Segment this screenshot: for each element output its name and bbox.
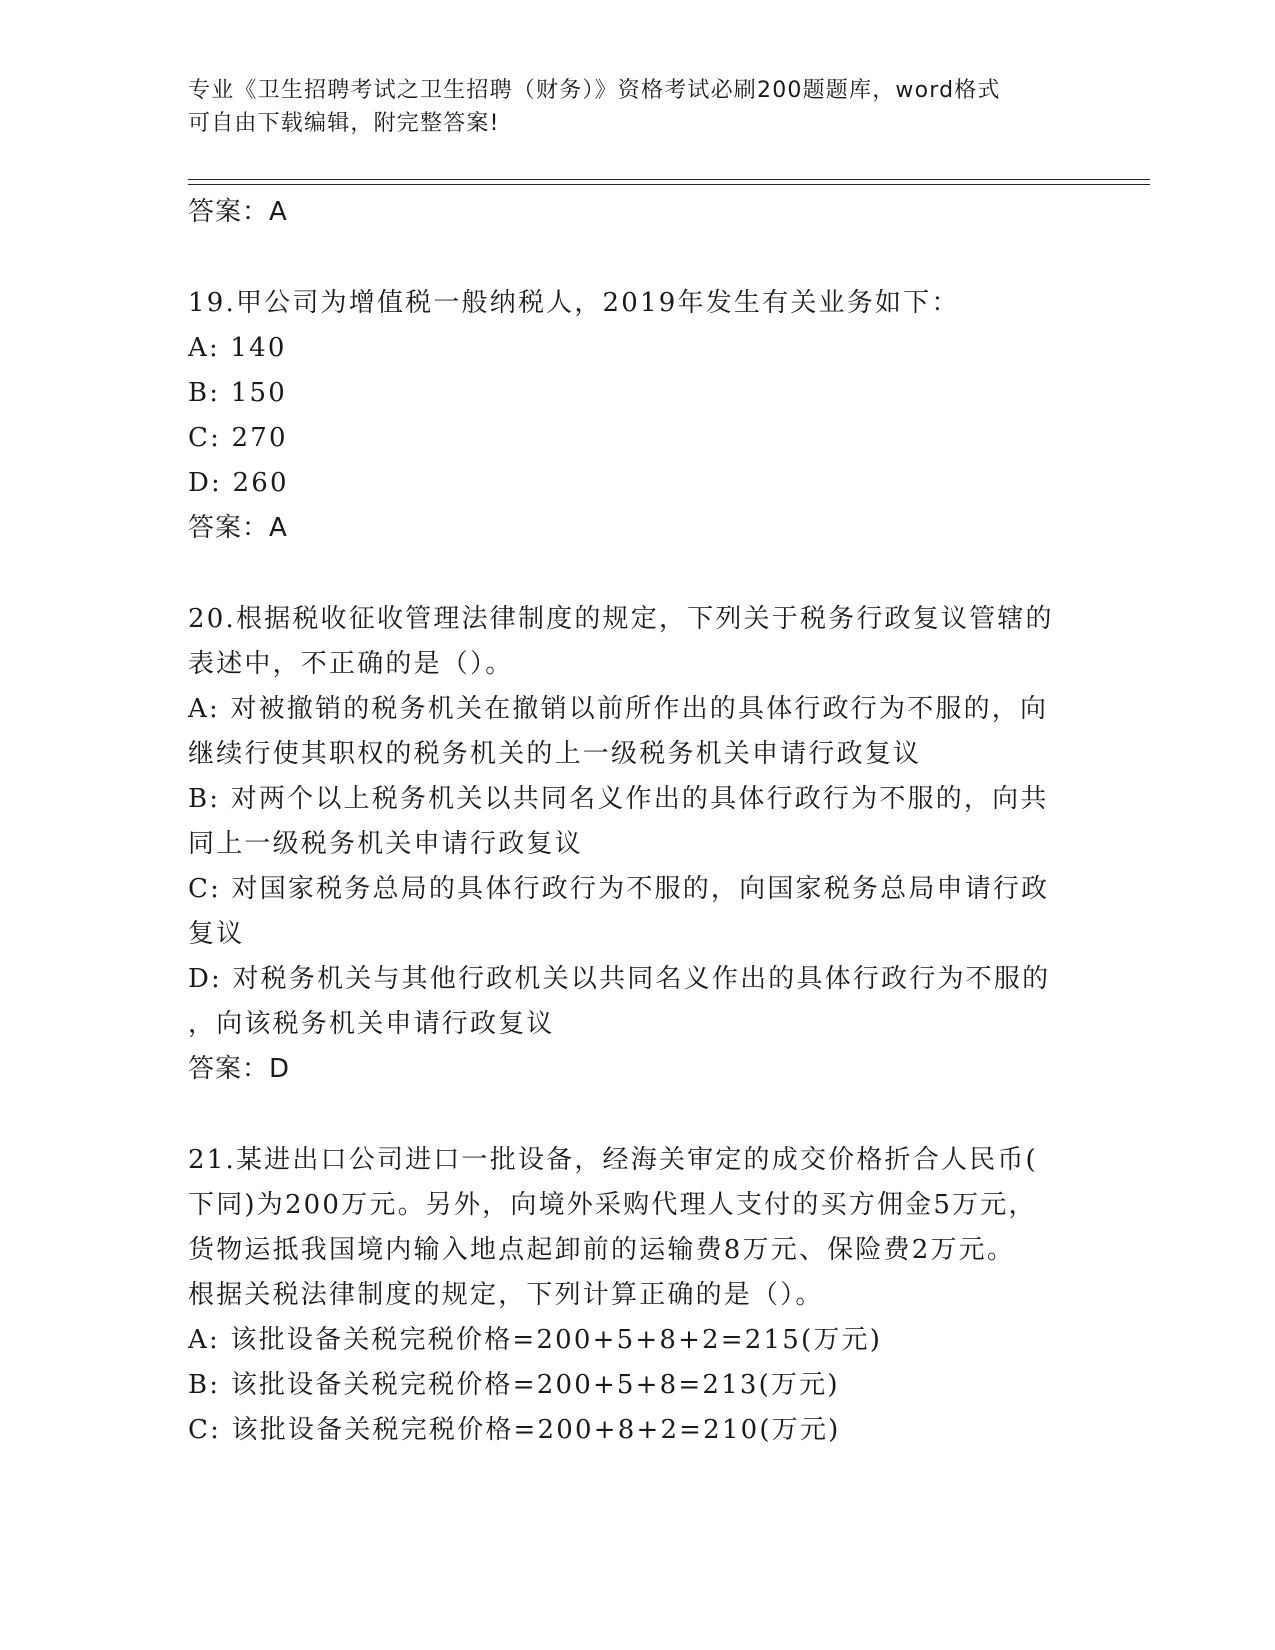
document-body (188, 190, 1078, 1453)
header-rule-bottom (188, 184, 1150, 185)
answer-previous: 答案：A (188, 197, 288, 227)
option-b-line-1: B: 对两个以上税务机关以共同名义作出的具体行政行为不服的，向共 (188, 784, 1049, 814)
option-a: A: 140 (188, 333, 287, 363)
option-c: C: 270 (188, 423, 288, 453)
answer: 答案：A (188, 513, 288, 543)
question-stem-line-2: 下同)为200万元。另外，向境外采购代理人支付的买方佣金5万元， (188, 1190, 1037, 1220)
option-b: B: 150 (188, 378, 287, 408)
spacer (188, 235, 1078, 281)
option-a-line-2: 继续行使其职权的税务机关的上一级税务机关申请行政复议 (188, 739, 922, 769)
question-19 (188, 281, 1078, 551)
option-b: B: 该批设备关税完税价格=200+5+8=213(万元) (188, 1370, 840, 1400)
header-rule-top (188, 179, 1150, 180)
spacer (188, 1092, 1078, 1138)
question-stem-line-3: 货物运抵我国境内输入地点起卸前的运输费8万元、保险费2万元。 (188, 1235, 1016, 1265)
option-a-line-1: A: 对被撤销的税务机关在撤销以前所作出的具体行政行为不服的，向 (188, 694, 1049, 724)
option-d: D: 260 (188, 468, 289, 498)
option-a: A: 该批设备关税完税价格=200+5+8+2=215(万元) (188, 1325, 883, 1355)
header-line-1: 专业《卫生招聘考试之卫生招聘（财务）》资格考试必刷200题题库，word格式 (188, 78, 1001, 103)
question-stem-line-1: 20.根据税收征收管理法律制度的规定，下列关于税务行政复议管辖的 (188, 604, 1054, 634)
spacer (188, 551, 1078, 597)
question-20 (188, 597, 1078, 1092)
option-c: C: 该批设备关税完税价格=200+8+2=210(万元) (188, 1415, 841, 1445)
question-stem-line-4: 根据关税法律制度的规定，下列计算正确的是（）。 (188, 1280, 824, 1310)
question-stem: 19.甲公司为增值税一般纳税人，2019年发生有关业务如下： (188, 288, 960, 318)
option-d-line-2: ，向该税务机关申请行政复议 (188, 1009, 555, 1039)
option-d-line-1: D: 对税务机关与其他行政机关以共同名义作出的具体行政行为不服的 (188, 964, 1051, 994)
answer: 答案：D (188, 1054, 291, 1084)
header-line-2: 可自由下载编辑，附完整答案! (188, 111, 500, 136)
question-stem-line-2: 表述中，不正确的是（）。 (188, 649, 514, 679)
document-header (188, 74, 1068, 140)
question-21 (188, 1138, 1078, 1453)
option-b-line-2: 同上一级税务机关申请行政复议 (188, 829, 583, 859)
option-c-line-2: 复议 (188, 919, 245, 949)
question-stem-line-1: 21.某进出口公司进口一批设备，经海关审定的成交价格折合人民币( (188, 1145, 1038, 1175)
option-c-line-1: C: 对国家税务总局的具体行政行为不服的，向国家税务总局申请行政 (188, 874, 1050, 904)
